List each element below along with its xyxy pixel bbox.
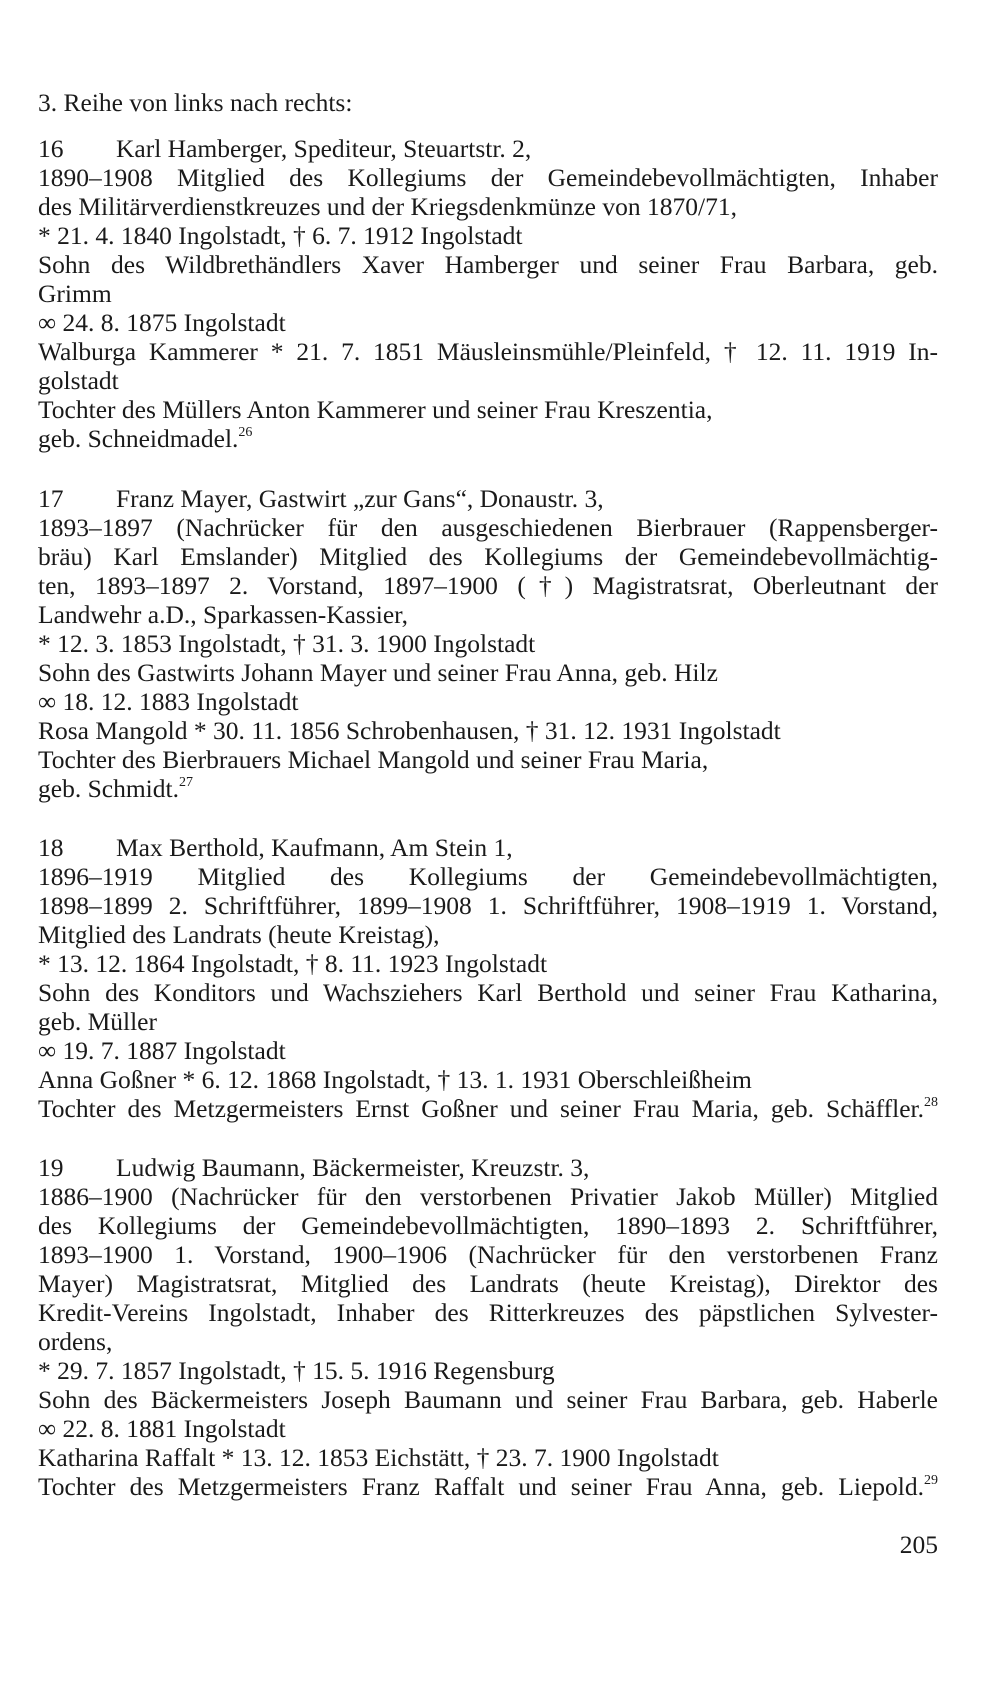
entry-line-text: Rosa Mangold * 30. 11. 1856 Schrobenhausen, † 31. 12. 1931 Ingolstadt <box>38 716 781 745</box>
entry-line <box>38 600 938 629</box>
entry-line-text: 1898–1899 2. Schriftführer, 1899–1908 1. Schriftführer, 1908–1919 1. Vorstand, <box>38 891 938 920</box>
entry-line-text: Katharina Raffalt * 13. 12. 1853 Eichstätt, † 23. 7. 1900 Ingolstadt <box>38 1443 719 1472</box>
entry-line-text: ordens, <box>38 1327 113 1356</box>
entry-line-text: Tochter des Metzgermeisters Franz Raffalt und seiner Frau Anna, geb. Liepold. <box>38 1472 924 1501</box>
entry-number: 18 <box>38 833 64 862</box>
entry-line-text: 1893–1897 (Nachrücker für den ausgeschiedenen Bierbrauer (Rappensberger- <box>38 513 938 542</box>
entry-19 <box>38 1153 938 1501</box>
entry-line <box>38 862 938 891</box>
entry-line <box>38 221 938 250</box>
entry-line-text: geb. Schmidt. <box>38 774 179 803</box>
entry-line-text: Ludwig Baumann, Bäckermeister, Kreuzstr. 3, <box>116 1153 590 1182</box>
page-number: 205 <box>899 1530 938 1559</box>
entry-line <box>38 774 938 803</box>
entry-line-text: ten, 1893–1897 2. Vorstand, 1897–1900 (†) Magistratsrat, Oberleutnant der <box>38 571 938 600</box>
entry-line-text: geb. Müller <box>38 1007 157 1036</box>
entry-line <box>38 308 938 337</box>
entry-line <box>38 1036 938 1065</box>
entry-line <box>38 366 938 395</box>
entry-line-text: golstadt <box>38 366 119 395</box>
entry-line <box>38 1472 938 1501</box>
entry-line-text: Mitglied des Landrats (heute Kreistag), <box>38 920 440 949</box>
entry-line <box>38 1065 938 1094</box>
entry-line <box>38 1182 938 1211</box>
entry-line-text: Tochter des Bierbrauers Michael Mangold und seiner Frau Maria, <box>38 745 709 774</box>
entry-line-text: geb. Schneidmadel. <box>38 424 239 453</box>
footnote-marker: 27 <box>178 775 193 790</box>
entry-line-text: Sohn des Gastwirts Johann Mayer und seiner Frau Anna, geb. Hilz <box>38 658 718 687</box>
entry-line <box>38 571 938 600</box>
entry-line <box>38 424 938 453</box>
entry-line <box>38 1211 938 1240</box>
entry-line <box>38 192 938 221</box>
entry-line <box>38 1269 938 1298</box>
entry-line-text: Grimm <box>38 279 112 308</box>
entry-line-text: * 29. 7. 1857 Ingolstadt, † 15. 5. 1916 Regensburg <box>38 1356 555 1385</box>
entry-line-text: Tochter des Müllers Anton Kammerer und seiner Frau Kreszentia, <box>38 395 713 424</box>
entry-line-text: Anna Goßner * 6. 12. 1868 Ingolstadt, † 13. 1. 1931 Oberschleißheim <box>38 1065 752 1094</box>
entry-line-text: bräu) Karl Emslander) Mitglied des Kollegiums der Gemeindebevollmächtig- <box>38 542 938 571</box>
entry-line <box>38 1414 938 1443</box>
entry-line <box>38 395 938 424</box>
entry-line <box>38 1153 938 1182</box>
entry-line-text: Sohn des Konditors und Wachsziehers Karl Berthold und seiner Frau Katharina, <box>38 978 938 1007</box>
entry-line <box>38 833 938 862</box>
entry-line-text: Sohn des Wildbrethändlers Xaver Hamberger und seiner Frau Barbara, geb. <box>38 250 938 279</box>
entry-number: 19 <box>38 1153 64 1182</box>
entry-line <box>38 1007 938 1036</box>
entry-16 <box>38 134 938 453</box>
entry-line <box>38 1240 938 1269</box>
entry-number: 16 <box>38 134 64 163</box>
entry-line-text: 1890–1908 Mitglied des Kollegiums der Gemeindebevollmächtigten, Inhaber <box>38 163 938 192</box>
entry-line <box>38 337 938 366</box>
entry-line-text: 1893–1900 1. Vorstand, 1900–1906 (Nachrücker für den verstorbenen Franz <box>38 1240 938 1269</box>
entry-line <box>38 1443 938 1472</box>
entry-line-text: ∞ 22. 8. 1881 Ingolstadt <box>38 1414 286 1443</box>
entry-line-text: 1896–1919 Mitglied des Kollegiums der Gemeindebevollmächtigten, <box>38 862 938 891</box>
entry-line-text: Landwehr a.D., Sparkassen-Kassier, <box>38 600 409 629</box>
entry-line <box>38 891 938 920</box>
entry-line-text: Walburga Kammerer * 21. 7. 1851 Mäusleinsmühle/Pleinfeld, † 12. 11. 1919 In- <box>38 337 938 366</box>
entry-17 <box>38 484 938 803</box>
entry-line <box>38 542 938 571</box>
entry-line <box>38 1327 938 1356</box>
entry-line-text: des Militärverdienstkreuzes und der Kriegsdenkmünze von 1870/71, <box>38 192 737 221</box>
entry-line <box>38 920 938 949</box>
entry-line <box>38 1356 938 1385</box>
entry-line-text: Sohn des Bäckermeisters Joseph Baumann und seiner Frau Barbara, geb. Haberle <box>38 1385 938 1414</box>
entry-line <box>38 716 938 745</box>
entry-line-text: 1886–1900 (Nachrücker für den verstorbenen Privatier Jakob Müller) Mitglied <box>38 1182 938 1211</box>
entry-line <box>38 687 938 716</box>
entry-18 <box>38 833 938 1123</box>
entry-line-text: Mayer) Magistratsrat, Mitglied des Landrats (heute Kreistag), Direktor des <box>38 1269 938 1298</box>
entry-line-text: ∞ 19. 7. 1887 Ingolstadt <box>38 1036 286 1065</box>
entry-number: 17 <box>38 484 64 513</box>
entry-line <box>38 163 938 192</box>
entry-line-text: Kredit-Vereins Ingolstadt, Inhaber des Ritterkreuzes des päpstlichen Sylvester- <box>38 1298 938 1327</box>
entry-line-text: * 21. 4. 1840 Ingolstadt, † 6. 7. 1912 Ingolstadt <box>38 221 523 250</box>
entry-line-text: Karl Hamberger, Spediteur, Steuartstr. 2, <box>116 134 532 163</box>
entry-line <box>38 978 938 1007</box>
entry-line-text: Max Berthold, Kaufmann, Am Stein 1, <box>116 833 513 862</box>
entry-line <box>38 134 938 163</box>
entry-line <box>38 279 938 308</box>
entry-line-text: ∞ 18. 12. 1883 Ingolstadt <box>38 687 299 716</box>
entry-line-text: ∞ 24. 8. 1875 Ingolstadt <box>38 308 286 337</box>
entry-line <box>38 1385 938 1414</box>
entry-line <box>38 745 938 774</box>
entry-line <box>38 513 938 542</box>
entry-line <box>38 658 938 687</box>
entry-line <box>38 484 938 513</box>
entry-line <box>38 949 938 978</box>
entry-line <box>38 1298 938 1327</box>
entry-line-text: * 12. 3. 1853 Ingolstadt, † 31. 3. 1900 Ingolstadt <box>38 629 536 658</box>
entry-line <box>38 1094 938 1123</box>
footnote-marker: 26 <box>238 425 253 440</box>
section-heading: 3. Reihe von links nach rechts: <box>38 88 353 117</box>
entry-line <box>38 250 938 279</box>
entry-line-text: Tochter des Metzgermeisters Ernst Goßner und seiner Frau Maria, geb. Schäffler. <box>38 1094 924 1123</box>
footnote-marker: 28 <box>924 1095 938 1110</box>
entry-line-text: des Kollegiums der Gemeindebevollmächtigten, 1890–1893 2. Schriftführer, <box>38 1211 938 1240</box>
footnote-marker: 29 <box>924 1473 938 1488</box>
entry-line-text: Franz Mayer, Gastwirt „zur Gans“, Donaustr. 3, <box>116 484 604 513</box>
entry-line-text: * 13. 12. 1864 Ingolstadt, † 8. 11. 1923 Ingolstadt <box>38 949 548 978</box>
entry-line <box>38 629 938 658</box>
